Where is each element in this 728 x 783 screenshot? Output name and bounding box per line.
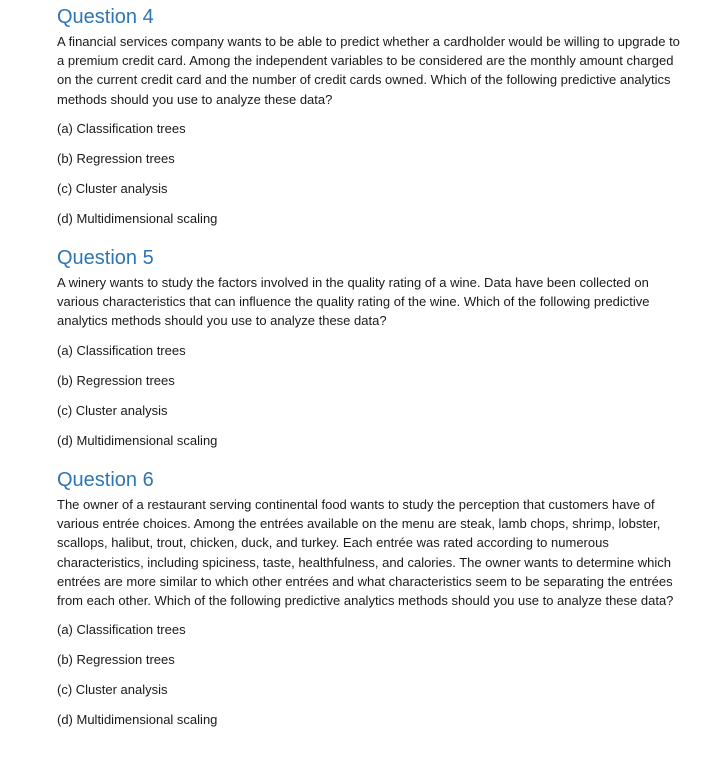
question-title: Question 6	[57, 469, 154, 491]
option-b: (b) Regression trees	[57, 372, 175, 388]
option-d: (d) Multidimensional scaling	[57, 432, 218, 448]
option-d: (d) Multidimensional scaling	[57, 210, 218, 226]
option-b: (b) Regression trees	[57, 150, 175, 166]
question-text: A winery wants to study the factors involved in the quality rating of a wine. Data have been collected on various characteristics that can influence the quality rating of the wine. Which of the following predictive analytics methods should you use to analyze these data?	[57, 275, 650, 329]
question-4	[57, 4, 687, 228]
answer-options	[57, 341, 687, 450]
option-a: (a) Classification trees	[57, 120, 186, 136]
option-c: (c) Cluster analysis	[57, 180, 168, 196]
option-a: (a) Classification trees	[57, 342, 186, 358]
answer-options	[57, 119, 687, 228]
question-6	[57, 467, 687, 729]
answer-options	[57, 620, 687, 729]
option-a: (a) Classification trees	[57, 622, 186, 638]
option-d: (d) Multidimensional scaling	[57, 712, 218, 728]
question-text: A financial services company wants to be able to predict whether a cardholder would be willing to upgrade to a premium credit card. Among the independent variables to be considered are the monthly amount charged on the current credit card and the number of credit cards owned. Which of the following predictive analytics methods should you use to analyze these data?	[57, 34, 680, 107]
question-5	[57, 245, 687, 450]
question-text: The owner of a restaurant serving continental food wants to study the perception that customers have of various entrée choices. Among the entrées available on the menu are steak, lamb chops, shrimp, lobster, scallops, halibut, trout, chicken, duck, and turkey. Each entrée was rated according to numerous characteristics, including spiciness, taste, healthfulness, and calories. The owner wants to determine which entrées are more similar to which other entrées and what characteristics seem to be separating the entrées from each other. Which of the following predictive analytics methods should you use to analyze these data?	[57, 497, 674, 609]
option-b: (b) Regression trees	[57, 652, 175, 668]
option-c: (c) Cluster analysis	[57, 402, 168, 418]
option-c: (c) Cluster analysis	[57, 682, 168, 698]
question-title: Question 4	[57, 6, 154, 28]
question-title: Question 5	[57, 247, 154, 269]
